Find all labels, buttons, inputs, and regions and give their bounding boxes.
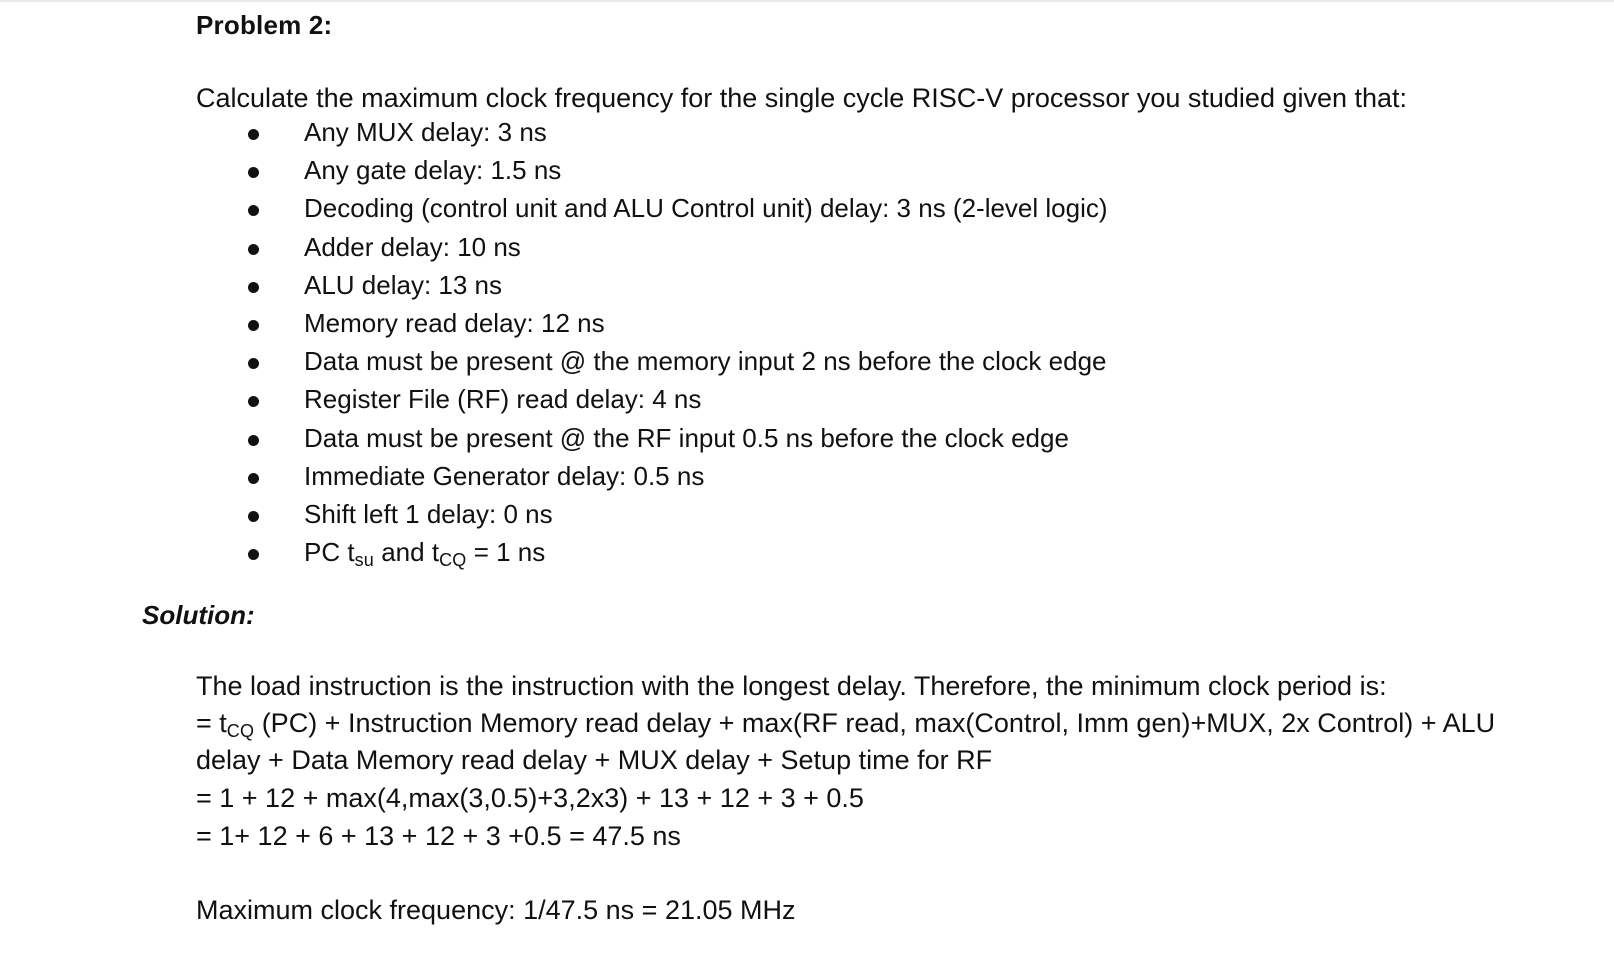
solution-answer: Maximum clock frequency: 1/47.5 ns = 21.05 MHz bbox=[196, 895, 796, 925]
bullet-icon bbox=[248, 129, 259, 140]
solution-title: Solution: bbox=[142, 600, 255, 630]
bullet-icon bbox=[248, 244, 259, 255]
bullet-icon bbox=[248, 473, 259, 484]
given-text: Data must be present @ the memory input 2 ns before the clock edge bbox=[304, 346, 1107, 377]
solution-line-2-prefix: = t bbox=[196, 708, 227, 738]
bullet-icon bbox=[248, 167, 259, 178]
pc-timing-middle: and t bbox=[374, 537, 440, 568]
given-text: Any gate delay: 1.5 ns bbox=[304, 155, 562, 186]
solution-line-2-rest: (PC) + Instruction Memory read delay + max(RF read, max(Control, Imm gen)+MUX, 2x Control) + ALU bbox=[254, 708, 1496, 738]
given-text: Shift left 1 delay: 0 ns bbox=[304, 498, 553, 529]
given-text: Register File (RF) read delay: 4 ns bbox=[304, 384, 702, 415]
solution-line-2-sub: CQ bbox=[226, 721, 255, 741]
given-text: Any MUX delay: 3 ns bbox=[304, 117, 547, 147]
pc-timing-suffix: = 1 ns bbox=[466, 537, 546, 568]
solution-line-5: = 1+ 12 + 6 + 13 + 12 + 3 +0.5 = 47.5 ns bbox=[196, 821, 681, 851]
problem-title: Problem 2: bbox=[196, 10, 333, 40]
given-text: Memory read delay: 12 ns bbox=[304, 307, 605, 338]
pc-timing-text bbox=[304, 537, 545, 571]
solution-line-2 bbox=[196, 708, 1495, 742]
bullet-icon bbox=[248, 320, 259, 331]
bullet-icon bbox=[248, 205, 259, 216]
given-text: Adder delay: 10 ns bbox=[304, 231, 521, 262]
problem-intro: Calculate the maximum clock frequency for the single cycle RISC-V processor you studied given that: bbox=[196, 83, 1408, 113]
bullet-icon bbox=[248, 511, 259, 522]
pc-timing-prefix: PC t bbox=[304, 537, 355, 568]
bullet-icon bbox=[248, 549, 259, 560]
given-text: Data must be present @ the RF input 0.5 ns before the clock edge bbox=[304, 422, 1069, 453]
given-text: Immediate Generator delay: 0.5 ns bbox=[304, 460, 705, 491]
solution-line-1: The load instruction is the instruction with the longest delay. Therefore, the minimum clock period is: bbox=[196, 671, 1387, 701]
given-text: ALU delay: 13 ns bbox=[304, 269, 503, 300]
given-text: Decoding (control unit and ALU Control unit) delay: 3 ns (2-level logic) bbox=[304, 193, 1108, 224]
bullet-icon bbox=[248, 435, 259, 446]
solution-line-4: = 1 + 12 + max(4,max(3,0.5)+3,2x3) + 13 + 12 + 3 + 0.5 bbox=[196, 783, 864, 813]
bullet-icon bbox=[248, 396, 259, 407]
bullet-icon bbox=[248, 358, 259, 369]
pc-timing-sub-su: su bbox=[354, 550, 374, 571]
bullet-icon bbox=[248, 282, 259, 293]
pc-timing-sub-cq: CQ bbox=[439, 550, 467, 571]
solution-line-3: delay + Data Memory read delay + MUX delay + Setup time for RF bbox=[196, 745, 993, 775]
